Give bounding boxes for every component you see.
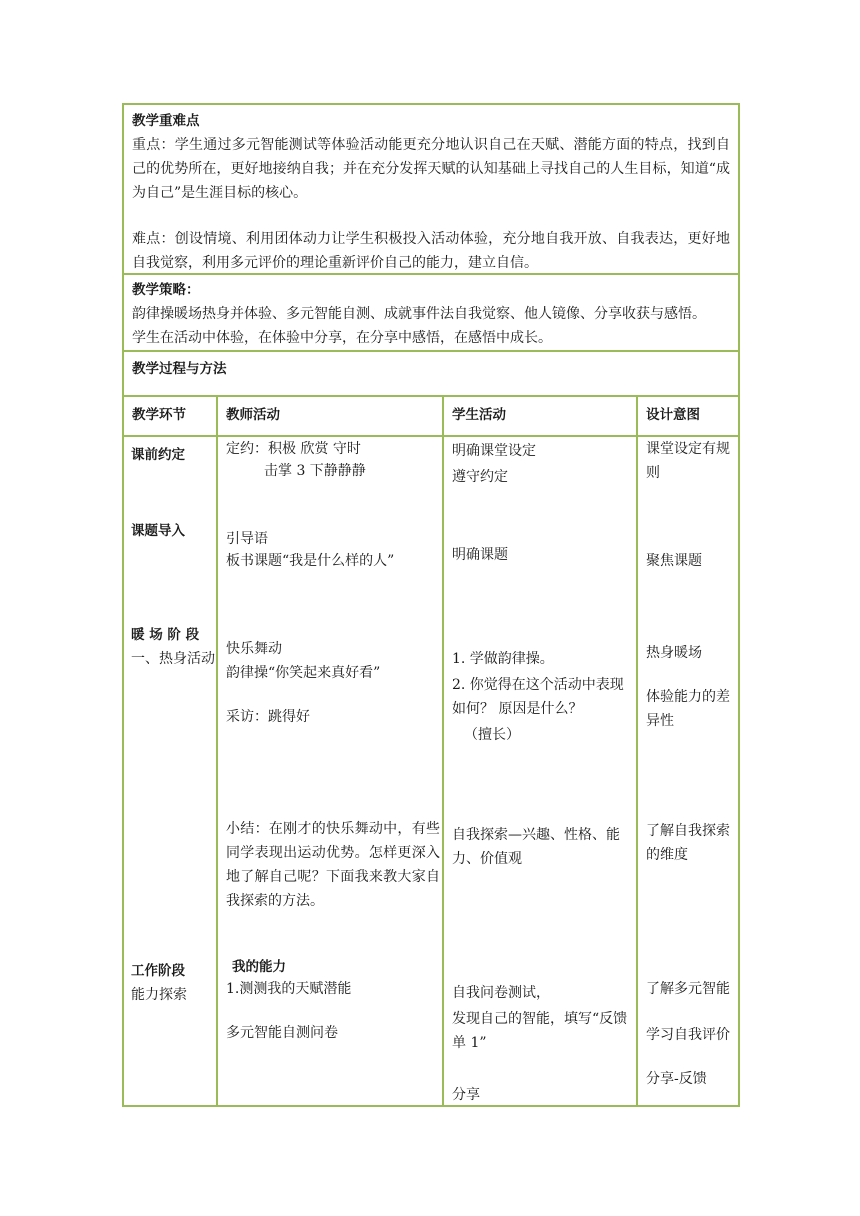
stage-warmup-sub: 一、热身活动 [131,651,215,667]
col-header-teacher: 教师活动 [226,407,280,423]
intent-mi: 了解多元智能 [646,981,730,997]
key-points-heading: 教学重难点 [132,113,200,129]
key-points-difficulty: 难点：创设情境、利用团体动力让学生积极投入活动体验，充分地自我开放、自我表达，更好地自我觉察，利用多元评价的理论重新评价自己的能力，建立自信。 [132,231,730,271]
stage-intro: 课题导入 [131,523,185,539]
col-header-stage: 教学环节 [132,407,186,423]
strategy-line-1: 韵律操暖场热身并体验、多元智能自测、成就事件法自我觉察、他人镜像、分享收获与感悟。 [132,306,706,322]
process-section [123,351,739,396]
student-share: 分享 [452,1087,480,1103]
student-question-2-note: （擅长） [464,727,520,743]
intent-feedback: 分享-反馈 [646,1071,707,1087]
strategy-section [123,274,739,351]
stage-warmup: 暖 场 阶 段 [131,627,200,643]
key-points-section [123,104,739,274]
intent-dims: 了解自我探索的维度 [646,823,730,863]
table-header-row [123,396,739,436]
teacher-rules-1: 定约：积极 欣赏 守时 [226,441,361,457]
student-rule-1: 明确课堂设定 [452,443,536,459]
col-header-intent: 设计意图 [646,407,700,423]
student-question-1: 1. 学做韵律操。 [452,651,554,667]
teacher-title-write: 板书课题“我是什么样的人” [226,553,395,569]
stage-work: 工作阶段 [131,963,185,979]
student-rule-2: 遵守约定 [452,469,508,485]
lesson-table [122,103,740,1107]
student-topic: 明确课题 [452,547,508,563]
teacher-interview: 采访：跳得好 [226,709,310,725]
teacher-column [217,436,443,1106]
student-test-1: 自我问卷测试， [452,985,550,1001]
intent-column [637,436,739,1106]
table-body-row [123,436,739,1106]
student-explore: 自我探索—兴趣、性格、能力、价值观 [452,827,620,867]
teacher-dance-name: 韵律操“你笑起来真好看” [226,665,381,681]
intent-diff: 体验能力的差异性 [646,689,730,729]
stage-pre-class: 课前约定 [131,447,185,463]
intent-eval: 学习自我评价 [646,1027,730,1043]
stage-work-sub: 能力探索 [131,987,187,1003]
process-heading: 教学过程与方法 [132,361,227,377]
col-header-student: 学生活动 [452,407,506,423]
teacher-ability-2: 多元智能自测问卷 [226,1025,338,1041]
teacher-ability-title: 我的能力 [232,959,286,975]
intent-rules: 课堂设定有规则 [646,441,730,481]
intent-focus: 聚焦课题 [646,553,702,569]
student-question-2: 2. 你觉得在这个活动中表现如何？ 原因是什么？ [452,677,624,717]
teacher-rules-2: 击掌 3 下静静静 [264,463,366,479]
teacher-dance: 快乐舞动 [226,641,282,657]
stage-column [123,436,217,1106]
strategy-line-2: 学生在活动中体验，在体验中分享，在分享中感悟，在感悟中成长。 [132,330,552,346]
strategy-heading: 教学策略： [132,282,200,298]
lesson-plan [122,103,738,1107]
intent-warm: 热身暖场 [646,645,702,661]
student-column [443,436,637,1106]
teacher-guide: 引导语 [226,531,268,547]
key-points-focus: 重点：学生通过多元智能测试等体验活动能更充分地认识自己在天赋、潜能方面的特点，找到自己的优势所在，更好地接纳自我；并在充分发挥天赋的认知基础上寻找自己的人生目标，知道“成为自己”是生涯目标的核心。 [132,137,730,201]
teacher-ability-1: 1.测测我的天赋潜能 [226,981,352,997]
teacher-summary: 小结：在刚才的快乐舞动中，有些同学表现出运动优势。怎样更深入地了解自己呢？下面我来教大家自我探索的方法。 [226,821,440,909]
student-test-2: 发现自己的智能，填写“反馈单 1” [452,1011,628,1051]
